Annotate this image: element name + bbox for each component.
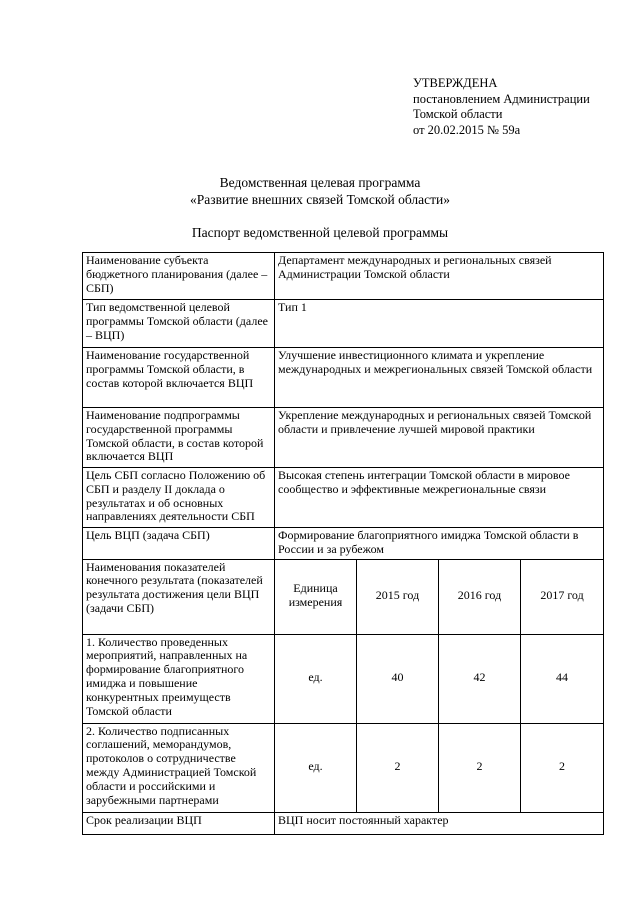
approval-stamp <box>413 76 590 138</box>
row-label: Цель СБП согласно Положению об СБП и разделу II доклада о результатах и об основных направлениях деятельности СБП <box>83 468 275 528</box>
indicator-value-2017: 2 <box>521 723 604 812</box>
indicator-name: 1. Количество проведенных мероприятий, направленных на формирование благоприятного имиджа и повышение конкурентных преимуществ Томской области <box>83 634 275 723</box>
row-value: Департамент международных и региональных связей Администрации Томской области <box>275 253 604 300</box>
table-row <box>83 468 604 528</box>
passport-table <box>82 252 604 835</box>
indicator-value-2015: 2 <box>357 723 439 812</box>
row-value: Улучшение инвестиционного климата и укрепление международных и межрегиональных связей Томской области <box>275 348 604 408</box>
approval-line-3: Томской области <box>413 107 503 121</box>
program-title-line-1: Ведомственная целевая программа <box>219 175 421 190</box>
table-row <box>83 253 604 300</box>
row-value: ВЦП носит постоянный характер <box>275 812 604 834</box>
indicator-row <box>83 634 604 723</box>
row-value: Тип 1 <box>275 300 604 348</box>
row-value: Высокая степень интеграции Томской области в мировое сообщество и эффективные межрегиональные связи <box>275 468 604 528</box>
table-row <box>83 528 604 560</box>
table-row <box>83 348 604 408</box>
program-title <box>0 174 640 208</box>
table-row <box>83 408 604 468</box>
row-label: Наименование подпрограммы государственной программы Томской области, в состав которой включается ВЦП <box>83 408 275 468</box>
row-value: Укрепление международных и региональных связей Томской области и привлечение лучшей мировой практики <box>275 408 604 468</box>
year-header-2017: 2017 год <box>521 559 604 634</box>
year-header-2015: 2015 год <box>357 559 439 634</box>
passport-title: Паспорт ведомственной целевой программы <box>191 225 449 240</box>
indicators-header-label: Наименования показателей конечного результата (показателей результата достижения цели ВЦП (задачи СБП) <box>83 559 275 634</box>
indicator-value-2016: 2 <box>439 723 521 812</box>
indicator-unit: ед. <box>275 634 357 723</box>
table-row <box>83 300 604 348</box>
program-title-line-2: «Развитие внешних связей Томской области» <box>190 192 450 207</box>
approval-line-1: УТВЕРЖДЕНА <box>413 76 498 90</box>
row-label: Наименование субъекта бюджетного планирования (далее – СБП) <box>83 253 275 300</box>
indicators-header-row <box>83 559 604 634</box>
row-label: Срок реализации ВЦП <box>83 812 275 834</box>
row-label: Тип ведомственной целевой программы Томской области (далее – ВЦП) <box>83 300 275 348</box>
indicator-row <box>83 723 604 812</box>
approval-line-2: постановлением Администрации <box>413 91 590 106</box>
table-row <box>83 812 604 834</box>
indicator-value-2016: 42 <box>439 634 521 723</box>
approval-line-4: от 20.02.2015 № 59а <box>413 122 521 137</box>
row-label: Цель ВЦП (задача СБП) <box>83 528 275 560</box>
indicator-unit: ед. <box>275 723 357 812</box>
row-value: Формирование благоприятного имиджа Томской области в России и за рубежом <box>275 528 604 560</box>
year-header-2016: 2016 год <box>439 559 521 634</box>
indicator-name: 2. Количество подписанных соглашений, меморандумов, протоколов о сотрудничестве между Администрацией Томской области и российскими и зарубежными партнерами <box>83 723 275 812</box>
indicator-value-2015: 40 <box>357 634 439 723</box>
unit-header: Единица измерения <box>275 559 357 634</box>
indicator-value-2017: 44 <box>521 634 604 723</box>
row-label: Наименование государственной программы Томской области, в состав которой включается ВЦП <box>83 348 275 408</box>
